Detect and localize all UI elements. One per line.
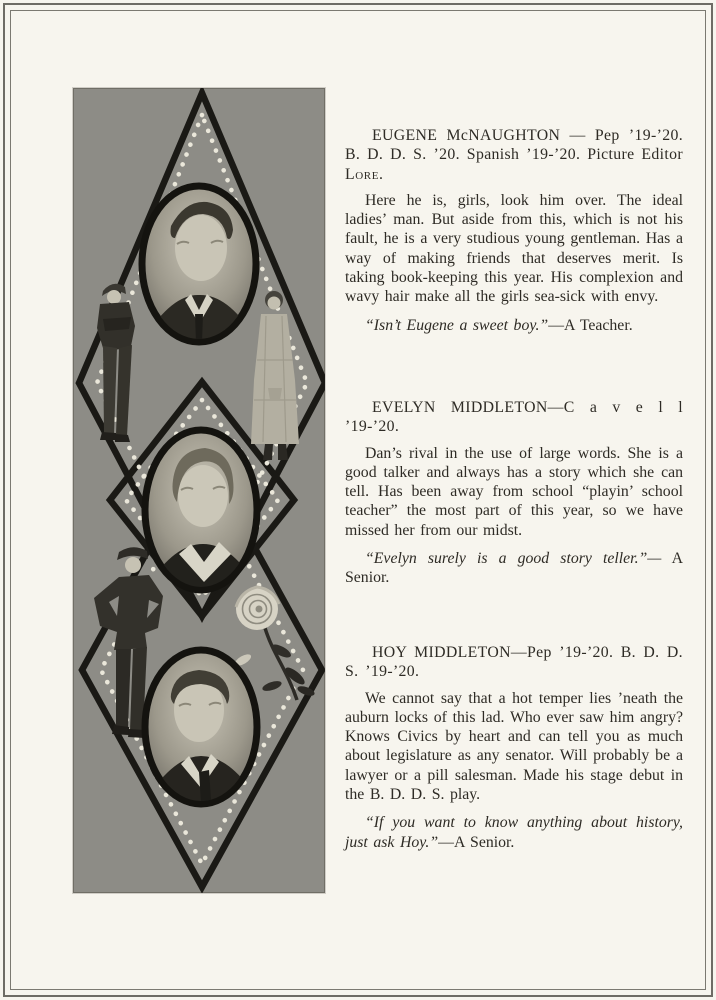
entry-heading-text: EUGENE McNAUGHTON — Pep ’19-’20. B. D. D. S. ’20. Spanish ’19-’20. Picture Editor <box>345 127 683 164</box>
entry-heading <box>345 398 683 437</box>
entry-heading <box>345 126 683 184</box>
entry-body: We cannot say that a hot temper lies ’neath the auburn locks of this lad. Who ever saw him angry? Knows Civics by heart and can tell you as much about legislature as any senator. Will probably be a lawyer or a pill salesman. Made his stage debut in the B. D. D. S. play. <box>345 689 683 804</box>
entry-body: Dan’s rival in the use of large words. She is a good talker and always has a story which she can tell. Has been away from school “playin’ school teacher” the most part of this year, so we have missed her from our midst. <box>345 444 683 539</box>
entry-quote <box>345 549 683 588</box>
photo-collage <box>73 88 325 893</box>
entry-hoy-middleton <box>345 643 683 852</box>
entry-quote <box>345 813 683 852</box>
entry-heading-text: HOY MIDDLETON—Pep ’19-’20. B. D. D. S. ’19-’20. <box>345 644 683 681</box>
quote-text: “If you want to know anything about history, just ask Hoy.” <box>345 814 683 851</box>
entry-body: Here he is, girls, look him over. The ideal ladies’ man. But aside from this, which is not his fault, he is a very studious young gentleman. Has a way of making friends that deserves merit. Is taking book-keeping this year. His complexion and wavy hair make all the girls sea-sick with envy. <box>345 191 683 306</box>
quote-text: “Isn’t Eugene a sweet boy.” <box>365 316 549 334</box>
photo-collage-art <box>73 88 325 893</box>
entry-evelyn-middleton <box>345 398 683 588</box>
quote-attribution: —A Teacher. <box>548 316 633 334</box>
entry-heading-smallcaps: Lore. <box>345 165 384 183</box>
quote-attribution: A Senior. <box>345 550 683 587</box>
quote-text: “Evelyn surely is a good story teller.”— <box>365 550 662 568</box>
entry-quote <box>345 316 683 335</box>
entry-heading <box>345 643 683 682</box>
entry-heading-text: EVELYN MIDDLETON—C a v e l l ’19-’20. <box>345 399 683 436</box>
quote-attribution: —A Senior. <box>438 833 515 851</box>
entry-eugene-mcnaughton <box>345 126 683 335</box>
portrait-oval-evelyn <box>145 430 257 598</box>
